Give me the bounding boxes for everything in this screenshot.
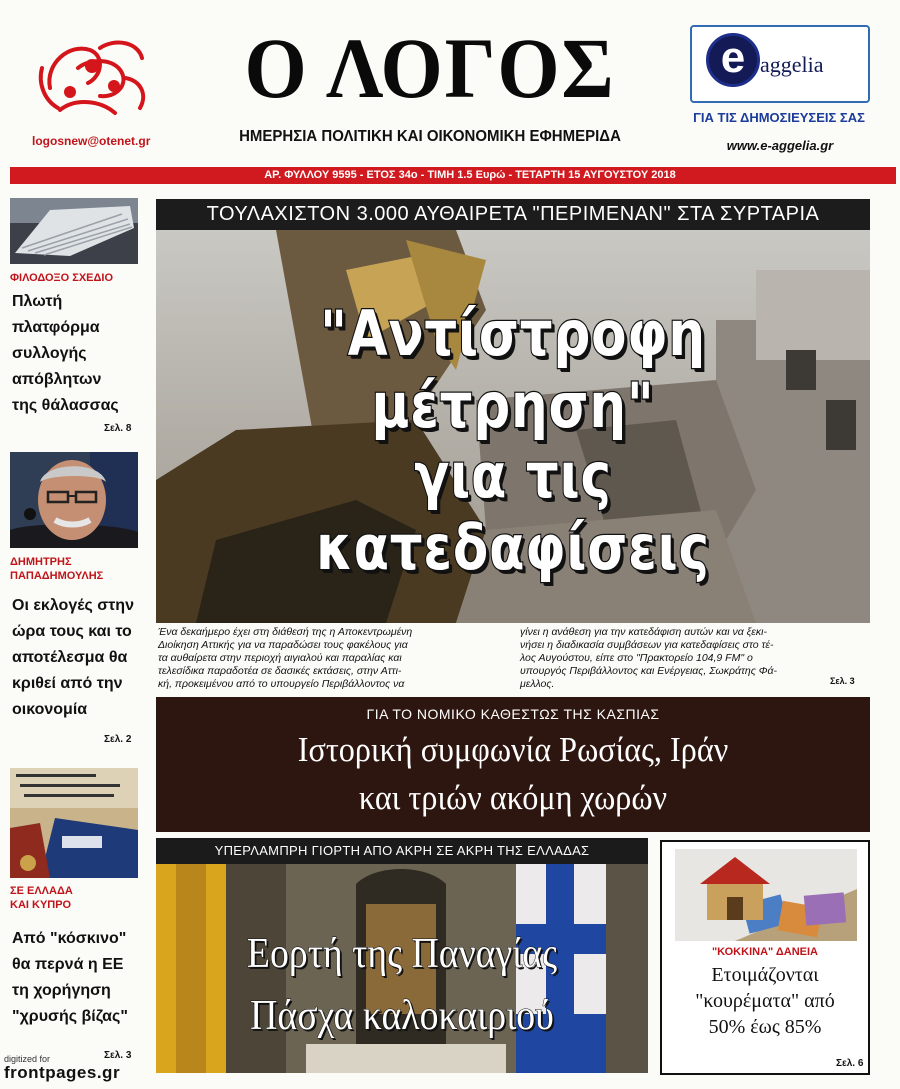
main-headline-line-1[interactable]: "Αντίστροφη μέτρηση" [320, 297, 706, 442]
ad-tagline: ΓΙΑ ΤΙΣ ΔΗΜΟΣΙΕΥΣΕΙΣ ΣΑΣ [693, 110, 865, 125]
loans-kicker: "ΚΟΚΚΙΝΑ" ΔΑΝΕΙΑ [711, 946, 819, 958]
headline-line: οικονομία [12, 701, 88, 718]
main-lead-left [158, 626, 508, 691]
main-lead-right [520, 626, 868, 691]
platform-thumbnail [10, 198, 138, 264]
digitized-label: digitized for [4, 1054, 51, 1064]
headline-line: 50% έως 85% [708, 1016, 822, 1038]
loans-headline [664, 962, 866, 1040]
headline-line: πλατφόρμα [12, 319, 100, 336]
sidebar-page-ref-3: Σελ. 3 [104, 1050, 132, 1061]
caspian-headline-line-1: Ιστορική συμφωνία Ρωσίας, Ιράν [297, 730, 729, 769]
sidebar-kicker-3 [10, 884, 73, 912]
headline-line: της θάλασσας [12, 397, 119, 414]
headline-line: αποτέλεσμα θα [12, 649, 128, 666]
feature-headline-line-1[interactable]: Εορτή της Παναγίας [246, 931, 558, 977]
newspaper-logo-figures [30, 28, 160, 128]
kicker-line: ΔΗΜΗΤΡΗΣ [10, 556, 72, 568]
sidebar-headline-2[interactable] [12, 593, 142, 723]
headline-line: απόβλητων [12, 371, 102, 388]
headline-line: Οι εκλογές στην [12, 597, 134, 614]
feature-headline-line-2[interactable]: Πάσχα καλοκαιριού [250, 993, 554, 1039]
sidebar-kicker-1: ΦΙΛΟΔΟΞΟ ΣΧΕΔΙΟ [10, 272, 114, 284]
loans-page-ref: Σελ. 6 [836, 1058, 864, 1069]
headline-line: τη χορήγηση [12, 982, 111, 999]
issue-info-text: ΑΡ. ΦΥΛΛΟΥ 9595 - ΕΤΟΣ 34ο - ΤΙΜΗ 1.5 Ευρώ - ΤΕΤΑΡΤΗ 15 ΑΥΓΟΥΣΤΟΥ 2018 [264, 169, 676, 181]
newspaper-title: Ο ΛΟΓΟΣ [244, 20, 616, 116]
headline-line: "κουρέματα" από [695, 990, 835, 1012]
lead-line: κή, προκειμένου από το υπουργείο Περιβάλλοντος να [158, 678, 405, 690]
headline-line: "χρυσής βίζας" [12, 1008, 128, 1025]
caspian-kicker: ΓΙΑ ΤΟ ΝΟΜΙΚΟ ΚΑΘΕΣΤΩΣ ΤΗΣ ΚΑΣΠΙΑΣ [366, 706, 660, 722]
house-money-photo [675, 849, 857, 941]
newspaper-subtitle: ΗΜΕΡΗΣΙΑ ΠΟΛΙΤΙΚΗ ΚΑΙ ΟΙΚΟΝΟΜΙΚΗ ΕΦΗΜΕΡΙΔΑ [239, 127, 621, 146]
sidebar-page-ref-2: Σελ. 2 [104, 734, 132, 745]
main-kicker: ΤΟΥΛΑΧΙΣΤΟΝ 3.000 ΑΥΘΑΙΡΕΤΑ "ΠΕΡΙΜΕΝΑΝ" ΣΤΑ ΣΥΡΤΑΡΙΑ [206, 203, 820, 225]
main-headline-line-2[interactable]: για τις κατεδαφίσεις [316, 439, 710, 584]
eaggelia-logo-letter: e [720, 33, 746, 82]
lead-line: λος Αυγούστου, είπε στο "Πρακτορείο 104,9 FM" ο [520, 652, 753, 664]
headline-line: θα περνά η ΕΕ [12, 956, 124, 973]
sidebar-kicker-2 [10, 555, 103, 583]
kicker-line: ΚΑΙ ΚΥΠΡΟ [10, 899, 72, 911]
sidebar-page-ref-1: Σελ. 8 [104, 423, 132, 434]
lead-line: γίνει η ανάθεση για την κατεδάφιση αυτών και να ξεκι- [520, 626, 767, 638]
ad-url-link[interactable]: www.e-aggelia.gr [726, 138, 834, 153]
headline-line: κριθεί από την [12, 675, 123, 692]
lead-line: τα αυθαίρετα στην περιοχή αιγιαλού και παραλίας και [158, 652, 402, 664]
headline-line: συλλογής [12, 345, 87, 362]
eaggelia-logo-word: aggelia [760, 52, 824, 77]
visa-passport-thumbnail [10, 768, 138, 878]
sidebar-headline-3[interactable] [12, 926, 142, 1030]
kicker-line: ΣΕ ΕΛΛΑΔΑ [10, 885, 73, 897]
headline-line: Πλωτή [12, 293, 63, 310]
caspian-headline-line-2: και τριών ακόμη χωρών [358, 778, 668, 817]
main-page-ref: Σελ. 3 [830, 676, 855, 686]
lead-line: τελεσίδικα παραδοτέα σε δασικές εκτάσεις, στην Αττι- [158, 665, 402, 677]
headline-line: Από "κόσκινο" [12, 930, 127, 947]
lead-line: Διοίκηση Αττικής για να παραδώσει τους φακέλους για [158, 639, 408, 651]
digitized-site-link[interactable]: frontpages.gr [4, 1063, 121, 1082]
kicker-line: ΠΑΠΑΔΗΜΟΥΛΗΣ [10, 570, 104, 582]
lead-line: νήσει η διαδικασία συμβάσεων για κατεδαφίσεις στο τέ- [520, 639, 774, 651]
sidebar-headline-1[interactable] [12, 289, 142, 419]
lead-line: Ένα δεκαήμερο έχει στη διάθεσή της η Αποκεντρωμένη [158, 626, 413, 638]
politician-portrait [10, 452, 138, 548]
contact-email: logosnew@otenet.gr [32, 134, 151, 148]
headline-line: ώρα τους και το [12, 623, 132, 640]
lead-line: υπουργός Περιβάλλοντος και Ενέργειας, Σωκράτης Φά- [520, 665, 778, 677]
lead-line: μελλος. [520, 678, 555, 690]
headline-line: Ετοιμάζονται [711, 964, 819, 986]
feature-kicker: ΥΠΕΡΛΑΜΠΡΗ ΓΙΟΡΤΗ ΑΠΟ ΑΚΡΗ ΣΕ ΑΚΡΗ ΤΗΣ ΕΛΛΑΔΑΣ [214, 843, 590, 858]
